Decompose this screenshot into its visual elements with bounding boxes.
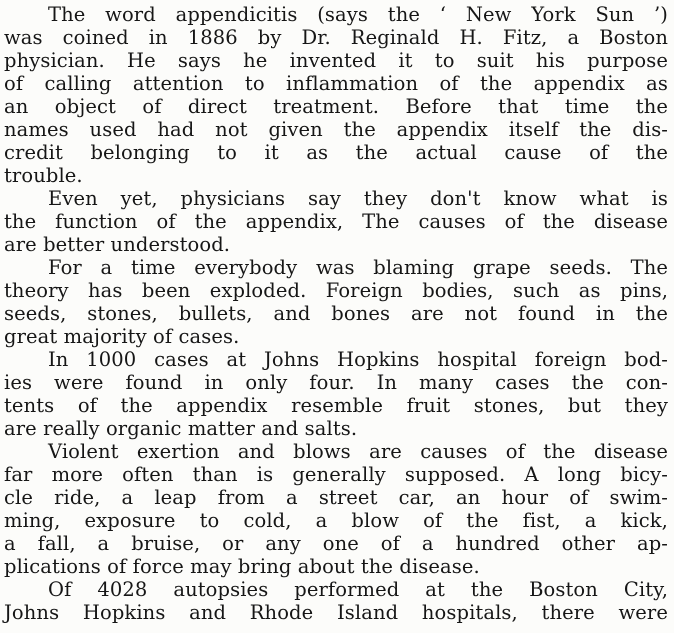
article-line: physician. He says he invented it to suit his purpose <box>4 49 668 72</box>
article-line: For a time everybody was blaming grape seeds. The <box>48 256 668 279</box>
article-line: Of 4028 autopsies performed at the Boston City, <box>48 578 668 601</box>
article-line: great majority of cases. <box>4 325 240 348</box>
article-line: are better understood. <box>4 233 231 256</box>
article-line: tents of the appendix resemble fruit stones, but they <box>4 394 668 417</box>
article-line: trouble. <box>4 164 83 187</box>
article-line: names used had not given the appendix itself the dis- <box>4 118 668 141</box>
article-line: credit belonging to it as the actual cause of the <box>4 141 668 164</box>
article-line: cle ride, a leap from a street car, an hour of swim- <box>4 486 668 509</box>
article-line: Johns Hopkins and Rhode Island hospitals, there were <box>4 601 668 624</box>
article-line: plications of force may bring about the disease. <box>4 555 480 578</box>
article-line: In 1000 cases at Johns Hopkins hospital foreign bod- <box>48 348 668 371</box>
article-line: theory has been exploded. Foreign bodies, such as pins, <box>4 279 668 302</box>
article-line: ies were found in only four. In many cases the con- <box>4 371 668 394</box>
article-line: are really organic matter and salts. <box>4 417 358 440</box>
article-line: was coined in 1886 by Dr. Reginald H. Fitz, a Boston <box>4 26 668 49</box>
article-line: of calling attention to inflammation of the appendix as <box>4 72 668 95</box>
article-line: Violent exertion and blows are causes of the disease <box>48 440 668 463</box>
article-line: a fall, a bruise, or any one of a hundred other ap- <box>4 532 668 555</box>
article-line: Even yet, physicians say they don't know what is <box>48 187 668 210</box>
article-line: seeds, stones, bullets, and bones are not found in the <box>4 302 668 325</box>
article-line: an object of direct treatment. Before that time the <box>4 95 668 118</box>
article-line: The word appendicitis (says the ‘ New York Sun ’) <box>48 3 668 26</box>
article-line: ming, exposure to cold, a blow of the fist, a kick, <box>4 509 668 532</box>
article-line: the function of the appendix, The causes of the disease <box>4 210 668 233</box>
article-line: far more often than is generally supposed. A long bicy- <box>4 463 668 486</box>
